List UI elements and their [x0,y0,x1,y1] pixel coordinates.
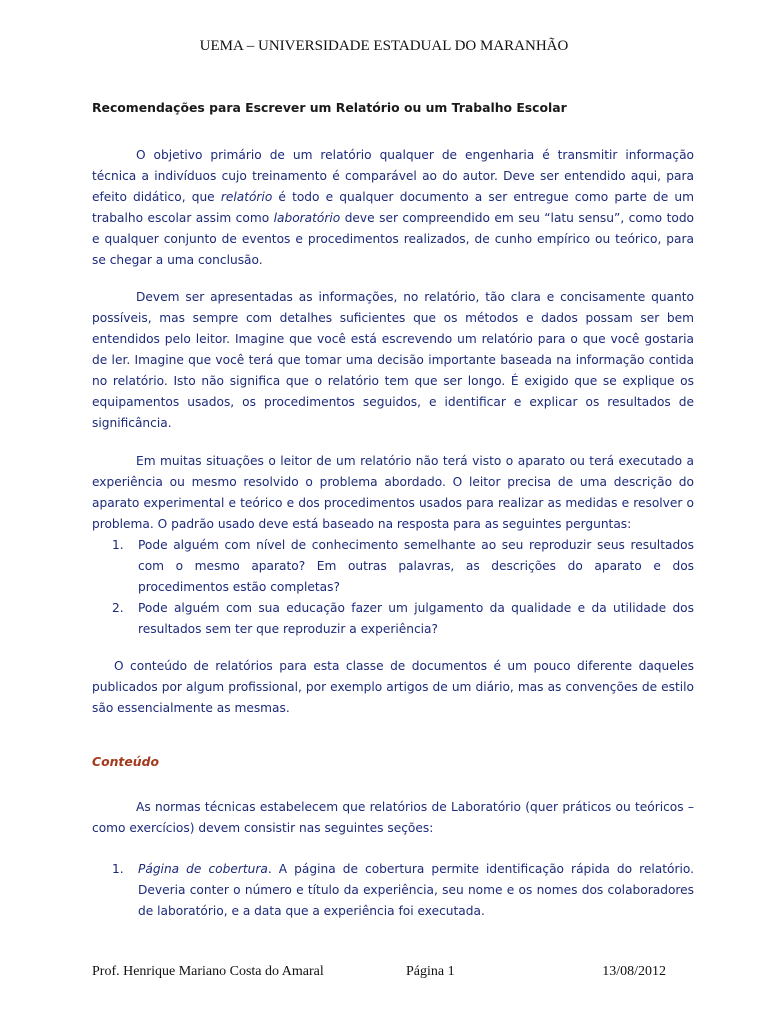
list-number: 1. [112,538,124,552]
footer-date: 13/08/2012 [602,964,666,979]
paragraph-3 [92,451,694,640]
p5-text: As normas técnicas estabelecem que relatórios de Laboratório (quer práticos ou teóricos – como exercícios) devem consistir nas seguintes seções: [92,800,694,835]
p1-text-a: O objetivo primário de um relatório qualquer de engenharia é transmitir informação técnica a indivíduos cujo treinamento é comparável ao do autor. Deve ser entendido aqui, para efeito didático, que [92,148,694,204]
p2-text: Devem ser apresentadas as informações, no relatório, tão clara e concisamente quanto possíveis, mas sempre com detalhes suficientes que os métodos e dados possam ser bem entendidos pelo leitor. Imagine que você está escrevendo um relatório para o que você gostaria de ler. Imagine que você terá que tomar uma decisão importante baseada na informação contida no relatório. Isto não significa que o relatório tem que ser longo. É exigido que se explique os equipamentos usados, os procedimentos seguidos, e identificar e explicar os resultados de significância. [92,290,694,430]
p1-term-relatorio: relatório [220,190,273,204]
paragraph-1 [92,145,694,271]
sections-list [92,859,694,922]
p1-text-e: deve ser compreendido em seu “latu sensu”, como todo e qualquer conjunto de eventos e procedimentos realizados, de cunho empírico ou teórico, para se chegar a uma conclusão. [92,211,695,267]
list-number: 1. [112,862,124,876]
page-header: UEMA – UNIVERSIDADE ESTADUAL DO MARANHÃO [199,38,569,54]
p3-text: Em muitas situações o leitor de um relatório não terá visto o aparato ou terá executado a experiência ou mesmo resolvido o problema abordado. O leitor precisa de uma descrição do aparato experimental e teórico e dos procedimentos usados para realizar as medidas e resolver o problema. O padrão usado deve está baseado na resposta para as seguintes perguntas: [92,454,694,531]
list-item [92,859,694,922]
sections-list-container [92,859,694,922]
document-title: Recomendações para Escrever um Relatório ou um Trabalho Escolar [92,100,567,115]
p1-text-c: é todo e qualquer documento a ser entregue como parte de um trabalho escolar assim como [92,190,694,225]
list-text: . A página de cobertura permite identificação rápida do relatório. Deveria conter o número e título da experiência, seu nome e os nomes dos colaboradores de laboratório, e a data que a experiência foi executada. [138,862,694,918]
list-text: Pode alguém com nível de conhecimento semelhante ao seu reproduzir seus resultados com o mesmo aparato? Em outras palavras, as descrições do aparato e dos procedimentos estão completas? [138,538,694,594]
list-item [92,535,694,598]
paragraph-4 [92,656,694,719]
paragraph-5 [92,797,694,839]
p4-text: O conteúdo de relatórios para esta classe de documentos é um pouco diferente daqueles publicados por algum profissional, por exemplo artigos de um diário, mas as convenções de estilo são essencialmente as mesmas. [92,659,694,715]
paragraph-2 [92,287,694,434]
section-heading-conteudo: Conteúdo [92,754,159,769]
questions-list [92,535,694,640]
p1-term-laboratorio: laboratório [273,211,341,225]
footer-author: Prof. Henrique Mariano Costa do Amaral [92,964,324,979]
list-label: Página de cobertura [138,862,268,876]
list-item [92,598,694,640]
footer-page-number: Página 1 [406,964,455,979]
list-number: 2. [112,601,124,615]
list-text: Pode alguém com sua educação fazer um julgamento da qualidade e da utilidade dos resultados sem ter que reproduzir a experiência? [138,601,694,636]
